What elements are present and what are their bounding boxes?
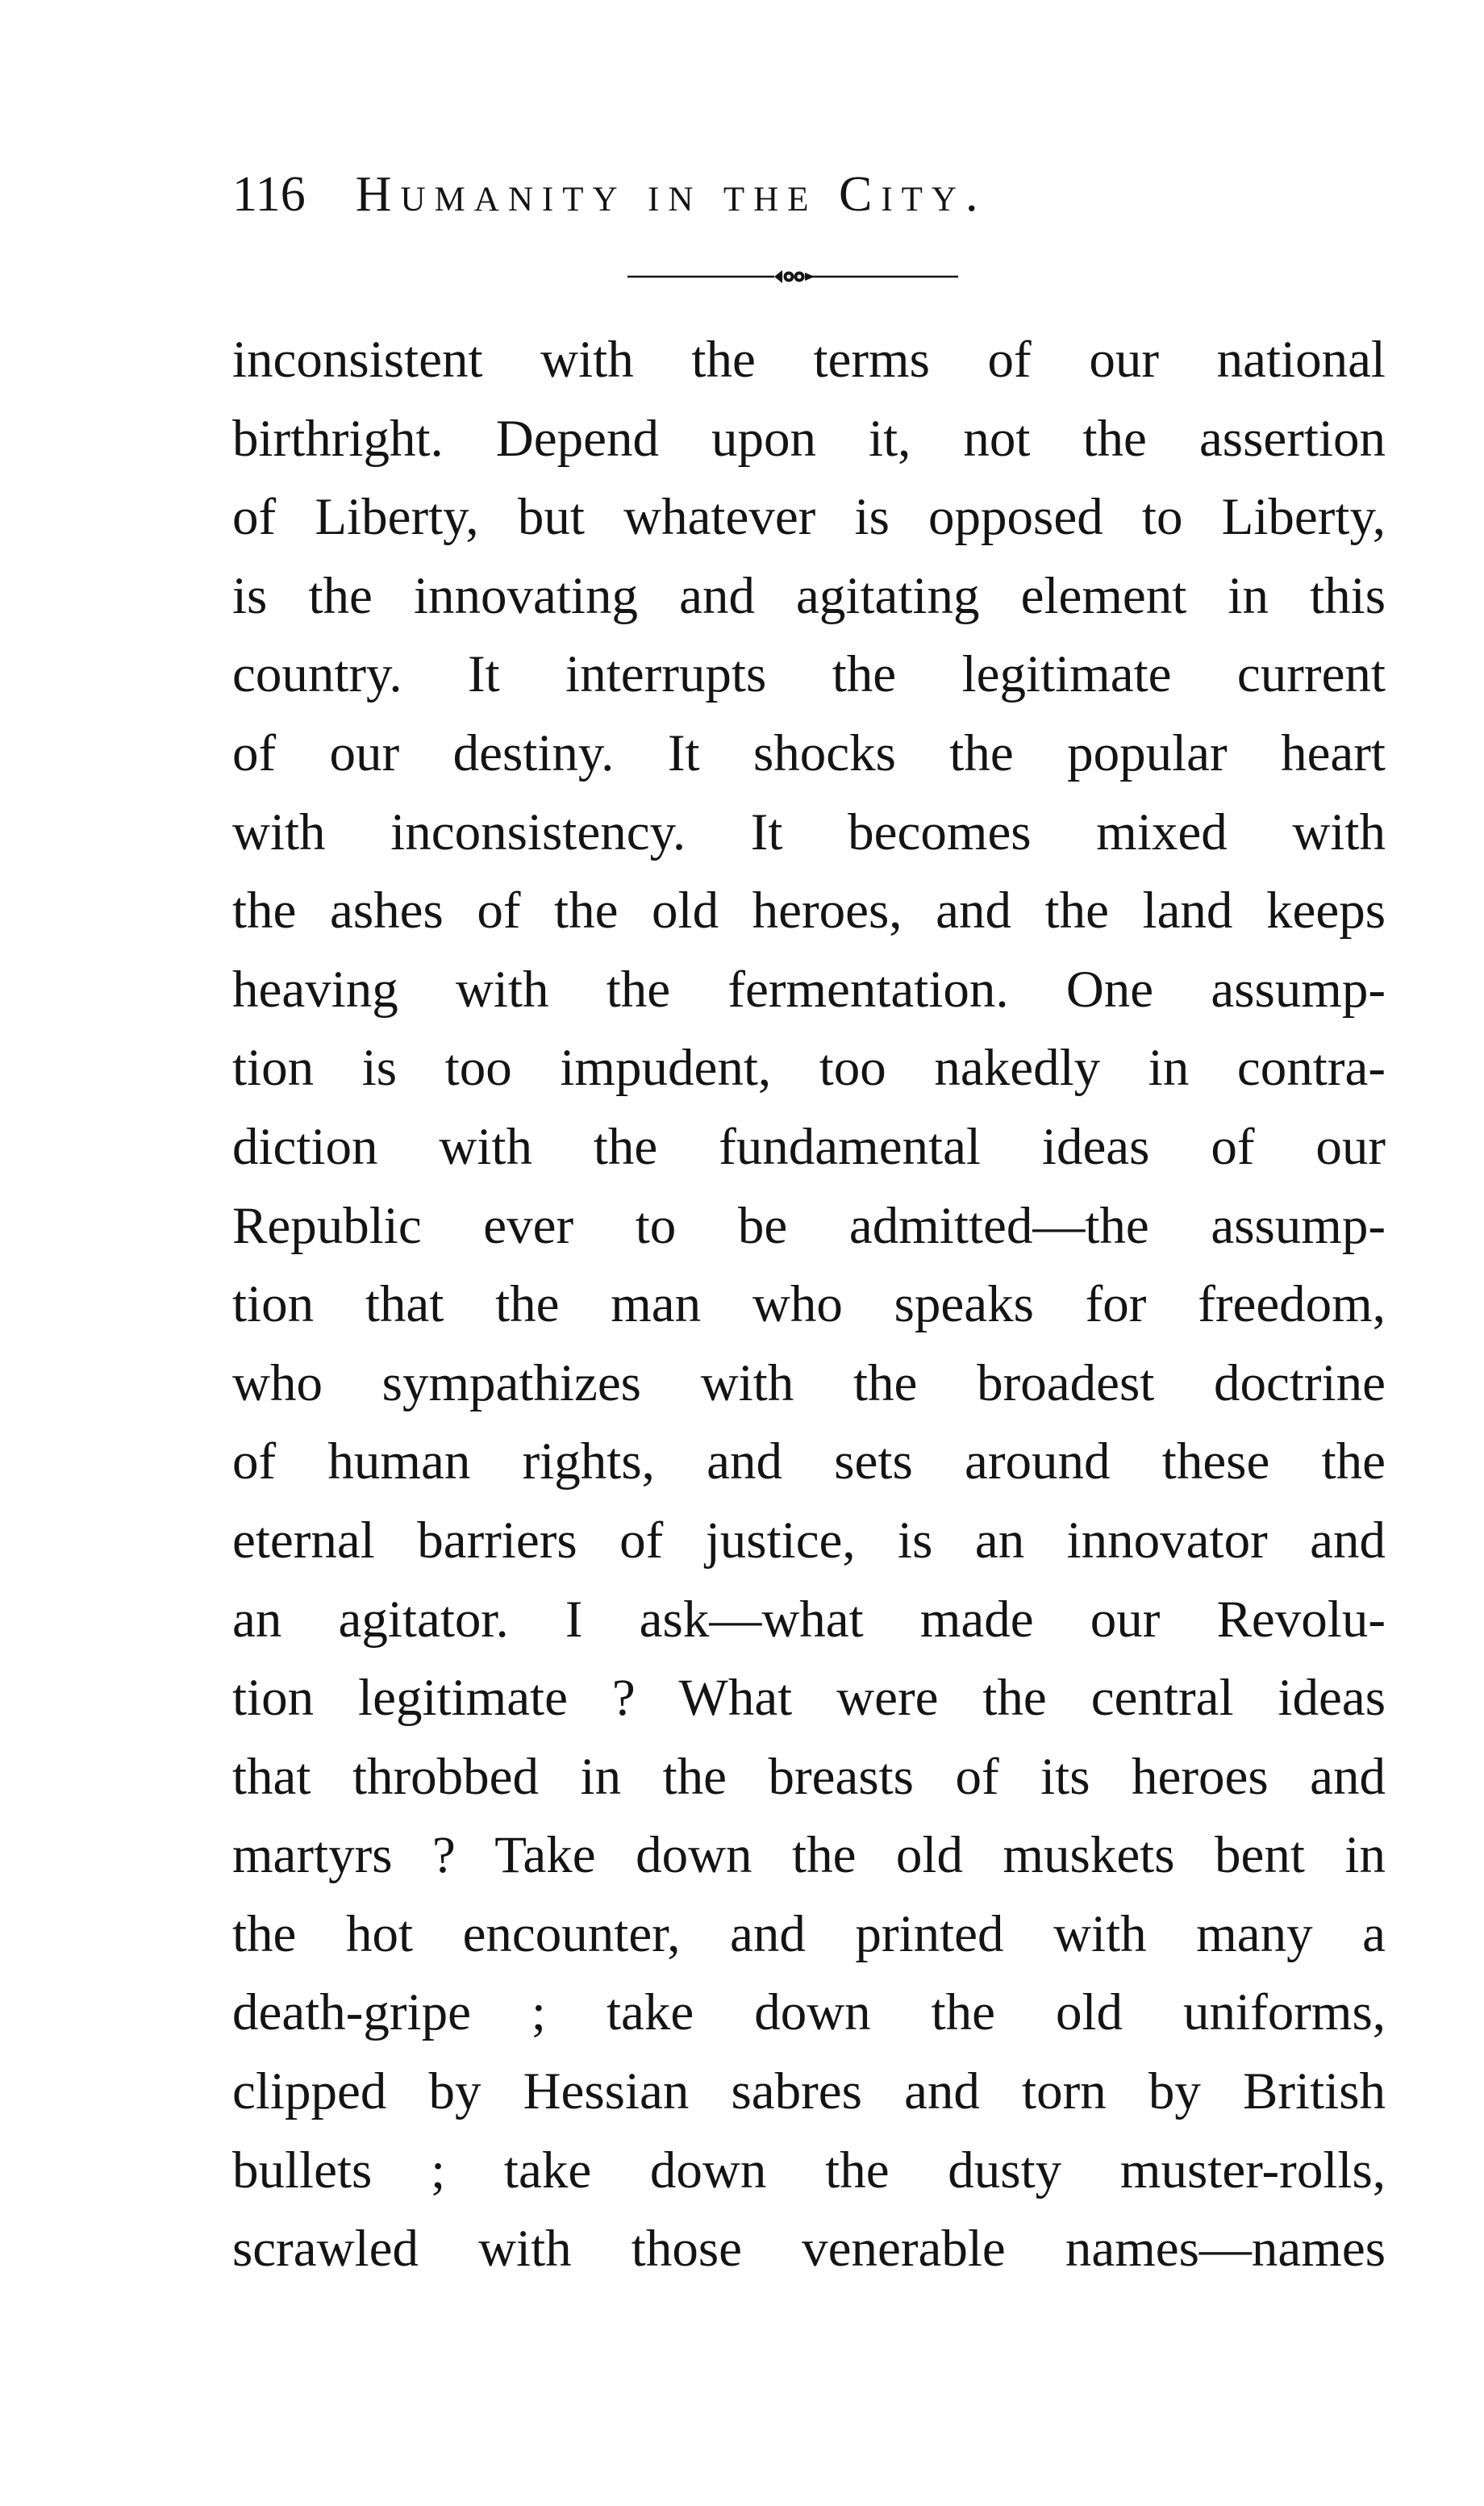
text-line: of human rights, and sets around these the <box>232 1432 1386 1491</box>
body-text <box>232 321 1386 2289</box>
text-line: scrawled with those venerable names—names <box>232 2220 1386 2279</box>
text-line: country. It interrupts the legitimate current <box>232 645 1386 704</box>
text-line: martyrs ? Take down the old muskets bent in <box>232 1826 1386 1885</box>
text-line: clipped by Hessian sabres and torn by British <box>232 2062 1386 2121</box>
rule-with-fleuron-icon <box>627 266 958 286</box>
text-line: of Liberty, but whatever is opposed to Liberty, <box>232 488 1386 547</box>
text-line: tion is too impudent, too nakedly in contra- <box>232 1039 1386 1098</box>
text-line: diction with the fundamental ideas of our <box>232 1117 1386 1176</box>
text-line: birthright. Depend upon it, not the assertion <box>232 409 1386 468</box>
page-number: 116 <box>232 167 306 222</box>
text-line: bullets ; take down the dusty muster-rolls, <box>232 2141 1386 2200</box>
text-line: inconsistent with the terms of our national <box>232 331 1386 389</box>
text-line: eternal barriers of justice, is an innovator and <box>232 1511 1386 1570</box>
text-line: that throbbed in the breasts of its heroes and <box>232 1747 1386 1806</box>
text-line: is the innovating and agitating element in this <box>232 566 1386 625</box>
running-head <box>232 158 1232 231</box>
text-line: an agitator. I ask—what made our Revolu- <box>232 1590 1386 1649</box>
text-line: the hot encounter, and printed with many a <box>232 1904 1386 1963</box>
text-line: tion that the man who speaks for freedom, <box>232 1275 1386 1334</box>
text-line: with inconsistency. It becomes mixed with <box>232 803 1386 861</box>
text-line: who sympathizes with the broadest doctrine <box>232 1353 1386 1412</box>
text-line: Republic ever to be admitted—the assump- <box>232 1196 1386 1255</box>
text-line: of our destiny. It shocks the popular heart <box>232 723 1386 782</box>
text-line: the ashes of the old heroes, and the land keeps <box>232 882 1386 940</box>
text-line: heaving with the fermentation. One assump- <box>232 960 1386 1019</box>
text-line: tion legitimate ? What were the central ideas <box>232 1669 1386 1728</box>
text-line: death-gripe ; take down the old uniforms, <box>232 1983 1386 2042</box>
running-title: Humanity in the City. <box>355 167 987 222</box>
